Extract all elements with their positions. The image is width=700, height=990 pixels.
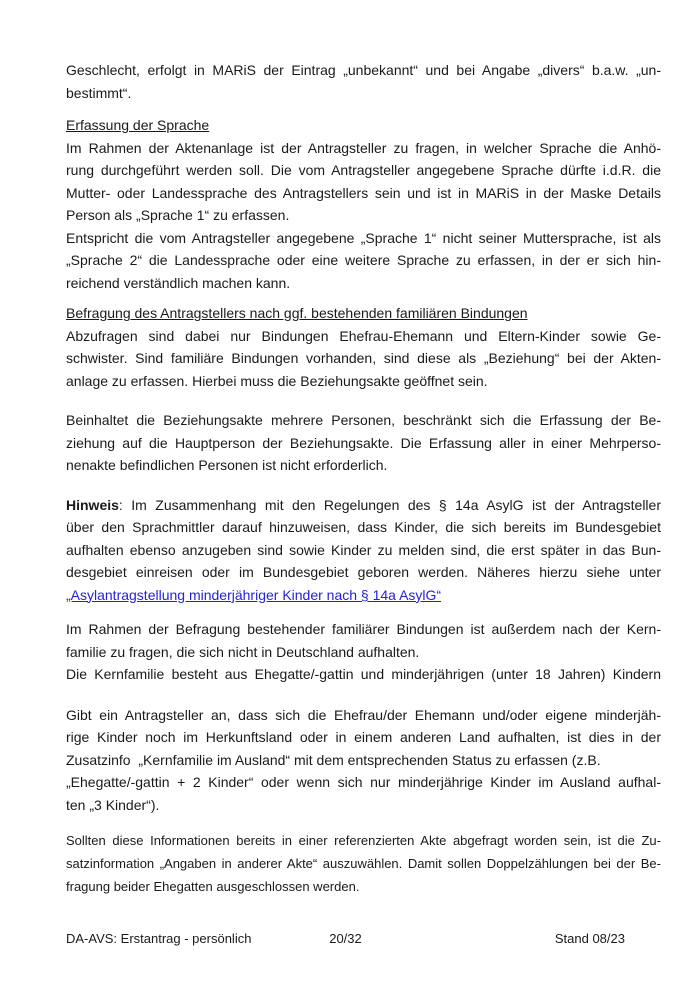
paragraph-beziehungsakte <box>66 409 661 477</box>
text-line: Im Rahmen der Aktenanlage ist der Antragsteller zu fragen, in welcher Sprache die Anhö- <box>66 139 661 156</box>
paragraph-bindungen <box>66 325 661 393</box>
paragraph-hinweis-14a <box>66 494 661 607</box>
text-line: über den Sprachmittler darauf hinzuweisen, dass Kinder, die sich bereits im Bundesgebiet <box>66 519 661 535</box>
text-line: „Sprache 2“ die Landessprache oder eine weitere Sprache zu erfassen, in der er sich hin- <box>66 252 661 268</box>
text-line <box>66 494 661 517</box>
paragraph-sprache-2 <box>66 227 661 295</box>
text-line: anlage zu erfassen. Hierbei muss die Beziehungsakte geöffnet sein. <box>66 372 488 389</box>
text-line: Mutter- oder Landessprache des Antragstellers sein und ist in MARiS in der Maske Details <box>66 184 661 201</box>
text-line: aufhalten ebenso anzugeben sind sowie Kinder zu melden sind, die erst später in das Bun- <box>66 541 661 558</box>
text-line: Geschlecht, erfolgt in MARiS der Eintrag „unbekannt“ und bei Angabe „divers“ b.a.w. „un- <box>66 62 661 78</box>
text-line: nenakte befindlichen Personen ist nicht erforderlich. <box>66 457 388 473</box>
text-line: Zusatzinfo „Kernfamilie im Ausland“ mit dem entsprechenden Status zu erfassen (z.B. <box>66 751 601 768</box>
text-line: Person als „Sprache 1“ zu erfassen. <box>66 207 290 223</box>
text-line: Abzufragen sind dabei nur Bindungen Ehefrau-Ehemann und Eltern-Kinder sowie Ge- <box>66 327 661 344</box>
hinweis-text: : Im Zusammenhang mit den Regelungen des § 14a AsylG ist der Antragsteller <box>118 496 661 513</box>
heading-erfassung-der-sprache <box>66 114 661 137</box>
text-line: Im Rahmen der Befragung bestehender familiärer Bindungen ist außerdem nach der Kern- <box>66 621 661 637</box>
text-line <box>66 584 661 607</box>
text-line: ten „3 Kinder“). <box>66 796 160 813</box>
heading-text: Befragung des Antragstellers nach ggf. bestehenden familiären Bindungen <box>66 305 528 321</box>
footer-doc-title: DA-AVS: Erstantrag - persönlich <box>66 931 252 946</box>
text-line: Sollten diese Informationen bereits in einer referenzierten Akte abgefragt worden sein, ist die Zu- <box>66 833 661 848</box>
paragraph-kernfamilie <box>66 618 661 686</box>
hinweis-label: Hinweis <box>66 496 119 513</box>
paragraph-kernfamilie-ausland <box>66 704 661 817</box>
text-line: desgebiet einreisen oder im Bundesgebiet geboren werden. Näheres hierzu siehe unter <box>66 564 661 580</box>
text-line: ziehung auf die Hauptperson der Beziehungsakte. Die Erfassung aller in einer Mehrperso- <box>66 434 661 451</box>
footer-version-date: Stand 08/23 <box>554 931 625 946</box>
text-line: Die Kernfamilie besteht aus Ehegatte/-gattin und minderjährigen (unter 18 Jahren) Kindern <box>66 666 661 682</box>
text-line: reichend verständlich machen kann. <box>66 274 291 291</box>
paragraph-geschlecht <box>66 59 661 104</box>
paragraph-sprache-erfassung <box>66 137 661 227</box>
page-content <box>66 0 661 898</box>
text-line: rige Kinder noch im Herkunftsland oder in einem anderen Land aufhalten, ist dies in der <box>66 729 661 745</box>
text-line: Gibt ein Antragsteller an, dass sich die Ehefrau/der Ehemann und/oder eigene minderjäh- <box>66 706 661 723</box>
heading-befragung-familiaere-bindungen <box>66 302 661 325</box>
text-line: „Ehegatte/-gattin + 2 Kinder“ oder wenn sich nur minderjährige Kinder im Ausland aufhal- <box>66 774 661 790</box>
text-line: bestimmt“. <box>66 84 132 101</box>
paragraph-angaben-andere-akte <box>66 829 661 898</box>
text-line: Beinhaltet die Beziehungsakte mehrere Personen, beschränkt sich die Erfassung der Be- <box>66 412 661 428</box>
text-line: Entspricht die vom Antragsteller angegebene „Sprache 1“ nicht seiner Muttersprache, ist als <box>66 229 661 246</box>
page-footer <box>66 930 625 948</box>
text-line: rung durchgeführt werden soll. Die vom Antragsteller angegebene Sprache dürfte i.d.R. die <box>66 162 661 178</box>
text-line: satzinformation „Angaben in anderer Akte“ auszuwählen. Damit sollen Doppelzählungen bei der Be- <box>66 856 661 871</box>
footer-page-number: 20/32 <box>329 931 362 946</box>
text-line: familie zu fragen, die sich nicht in Deutschland aufhalten. <box>66 643 420 660</box>
text-line: fragung beider Ehegatten ausgeschlossen werden. <box>66 879 360 894</box>
text-line: schwister. Sind familiäre Bindungen vorhanden, sind diese als „Beziehung“ bei der Akten- <box>66 350 661 366</box>
asylantragstellung-minderjaehrige-link[interactable]: „Asylantragstellung minderjähriger Kinder nach § 14a AsylG“ <box>66 586 442 603</box>
heading-text: Erfassung der Sprache <box>66 117 210 133</box>
